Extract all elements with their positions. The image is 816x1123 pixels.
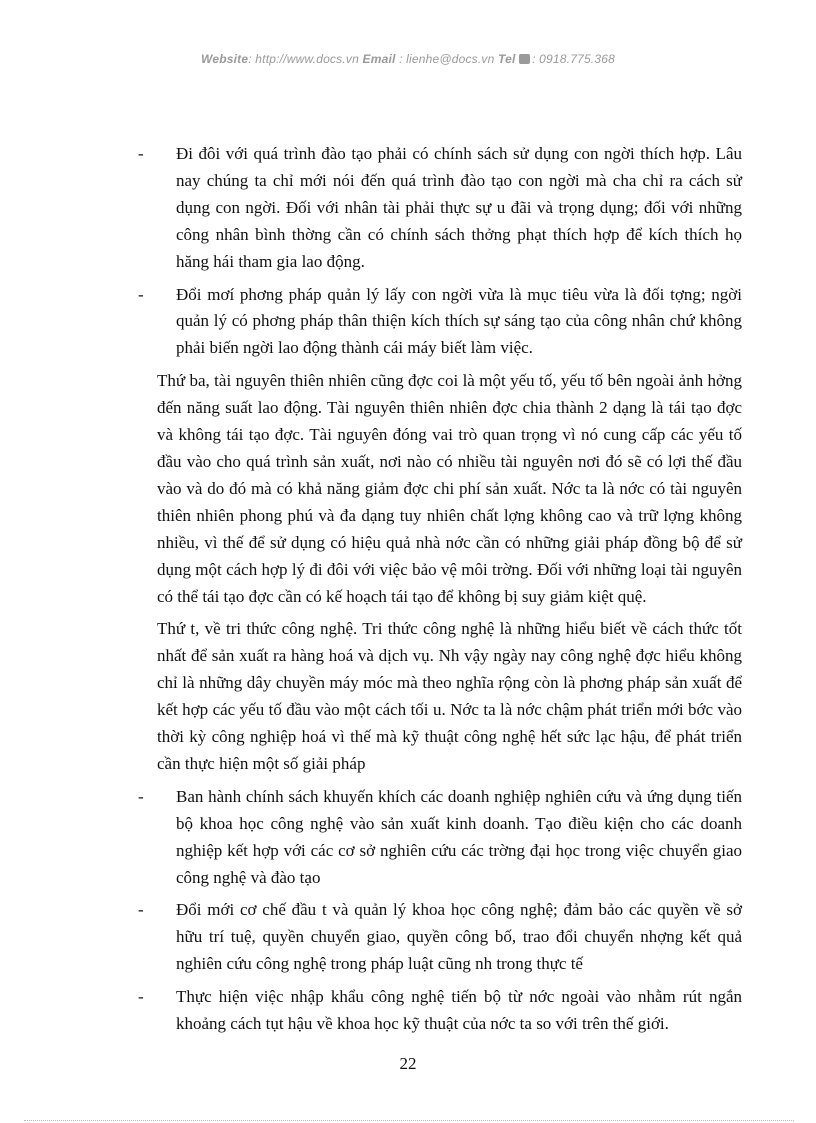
paragraph-thu-ba: Thứ ba, tài nguyên thiên nhiên cũng đợc coi là một yếu tố, yếu tố bên ngoài ảnh hởng đến năng suất lao động. Tài nguyên thiên nhiên đợc chia thành 2 dạng là tái tạo đợc và không tái tạo đợc. Tài nguyên đóng vai trò quan trọng vì nó cung cấp các yếu tố đầu vào cho quá trình sản xuất, nơi nào có nhiều tài nguyên nơi đó sẽ có lợi thế đầu vào và do đó mà có khả năng giảm đợc chi phí sản xuất. Nớc ta là nớc có tài nguyên thiên nhiên phong phú và đa dạng tuy nhiên chất lợng không cao và trữ lợng không nhiều, vì thế để sử dụng có hiệu quả nhà nớc cần có những giải pháp đồng bộ để sử dụng một cách hợp lý đi đôi với việc bảo vệ môi trờng. Đối với những loại tài nguyên có thể tái tạo đợc cần có kế hoạch tái tạo để không bị suy giảm kiệt quệ. xyxy=(157,371,742,606)
bullet-item xyxy=(138,897,742,978)
tel-label: Tel xyxy=(498,52,516,66)
email-value: : lienhe@docs.vn xyxy=(399,52,495,66)
paragraph-thu-tu: Thứ t, về tri thức công nghệ. Tri thức công nghệ là những hiểu biết về cách thức tốt nhất để sản xuất ra hàng hoá và dịch vụ. Nh vậy ngày nay công nghệ đợc hiểu không chỉ là những dây chuyền máy móc mà theo nghĩa rộng còn là phơng pháp sản xuất để kết hợp các yếu tố đầu vào một cách tối u. Nớc ta là nớc chậm phát triển mới bớc vào thời kỳ công nghiệp hoá vì thế mà kỹ thuật công nghệ hết sức lạc hậu, để phát triển cần thực hiện một số giải pháp xyxy=(157,619,742,773)
website-value: : http://www.docs.vn xyxy=(248,52,359,66)
page-header xyxy=(0,52,816,66)
bullet-dash: - xyxy=(138,284,144,304)
bullet-item xyxy=(138,984,742,1038)
bullet-text: Ban hành chính sách khuyến khích các doanh nghiệp nghiên cứu và ứng dụng tiến bộ khoa học công nghệ vào sản xuất kinh doanh. Tạo điều kiện cho các doanh nghiệp kết hợp với các cơ sở nghiên cứu các trờng đại học trong việc chuyển giao công nghệ và đào tạo xyxy=(176,786,742,887)
bullet-text: Đổi mới cơ chế đầu t và quản lý khoa học công nghệ; đảm bảo các quyền về sở hữu trí tuệ, quyền chuyển giao, quyền công bố, trao đổi chuyển nhợng kết quả nghiên cứu công nghệ trong pháp luật cũng nh trong thực tế xyxy=(176,900,742,974)
bullet-item xyxy=(138,282,742,363)
bullet-text: Đổi mơí phơng pháp quản lý lấy con ngời vừa là mục tiêu vừa là đối tợng; ngời quản lý có phơng pháp thân thiện kích thích sự sáng tạo của công nhân chứ không phải biến ngời lao động thành cái máy biết làm việc. xyxy=(176,284,742,358)
tel-value: : 0918.775.368 xyxy=(532,52,615,66)
page-number: 22 xyxy=(399,1054,417,1073)
phone-icon xyxy=(519,54,530,64)
bullet-dash: - xyxy=(138,144,144,163)
document-body xyxy=(138,141,742,1044)
bullet-item xyxy=(138,141,742,276)
bullet-dash: - xyxy=(138,786,144,806)
bullet-dash: - xyxy=(138,987,144,1007)
bullet-text: Thực hiện việc nhập khẩu công nghệ tiến bộ từ nớc ngoài vào nhằm rút ngắn khoảng cách tụt hậu về khoa học kỹ thuật của nớc ta so với trên thế giới. xyxy=(176,987,742,1034)
website-label: Website xyxy=(201,52,249,66)
bullet-item xyxy=(138,784,742,892)
bullet-text: Đi đôi với quá trình đào tạo phải có chính sách sử dụng con ngời thích hợp. Lâu nay chúng ta chỉ mới nói đến quá trình đào tạo con ngời mà cha chỉ ra cách sử dụng con ngời. Đối với nhân tài phải thực sự u đãi và trọng dụng; đối với những công nhân bình thờng cần có chính sách thởng phạt thích hợp để kích thích họ hăng hái tham gia lao động. xyxy=(176,144,742,271)
footer-divider xyxy=(24,1120,794,1121)
bullet-dash: - xyxy=(138,900,144,920)
email-label: Email xyxy=(362,52,396,66)
